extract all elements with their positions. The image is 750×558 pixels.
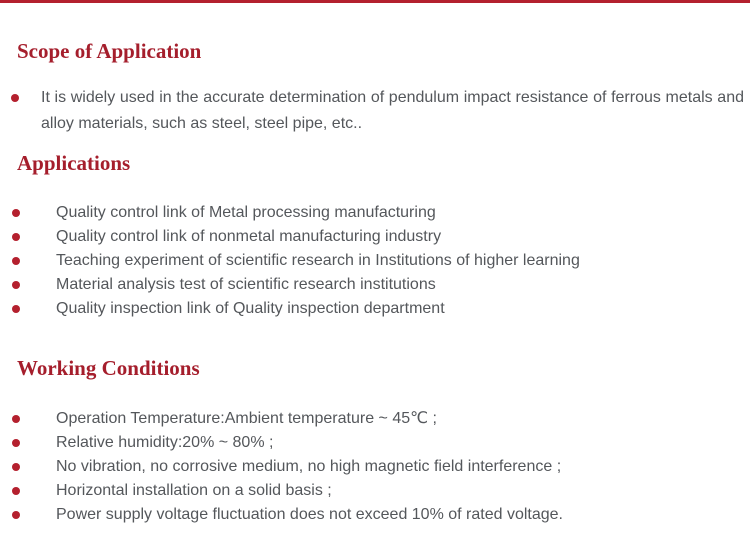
bullet-icon: [12, 257, 20, 265]
bullet-icon: [12, 487, 20, 495]
list-item-text: Operation Temperature:Ambient temperature ~ 45℃ ;: [56, 410, 437, 427]
bullet-icon: [11, 94, 19, 102]
list-item: [0, 249, 750, 273]
bullet-icon: [12, 305, 20, 313]
section-title-applications: Applications: [17, 151, 131, 175]
list-item-text: Quality inspection link of Quality inspection department: [56, 300, 445, 317]
bullet-icon: [12, 209, 20, 217]
list-item-text: No vibration, no corrosive medium, no high magnetic field interference ;: [56, 458, 562, 475]
list-item-text: Relative humidity:20% ~ 80% ;: [56, 434, 274, 451]
list-item: [0, 407, 750, 431]
list-item-text: Horizontal installation on a solid basis ;: [56, 482, 332, 499]
list-item: [0, 431, 750, 455]
top-divider-line: [0, 0, 750, 3]
scope-paragraph-item: [0, 85, 750, 137]
list-item-text: Quality control link of Metal processing manufacturing: [56, 204, 436, 221]
bullet-icon: [12, 415, 20, 423]
bullet-icon: [12, 511, 20, 519]
working-conditions-list: [0, 407, 750, 527]
scope-paragraph-text: It is widely used in the accurate determination of pendulum impact resistance of ferrous metals and alloy materials, such as steel, steel pipe, etc..: [41, 89, 744, 132]
section-title-scope-of-application: Scope of Application: [17, 39, 202, 63]
list-item-text: Quality control link of nonmetal manufacturing industry: [56, 228, 442, 245]
list-item-text: Power supply voltage fluctuation does not exceed 10% of rated voltage.: [56, 506, 563, 523]
bullet-icon: [12, 281, 20, 289]
list-item: [0, 225, 750, 249]
list-item: [0, 273, 750, 297]
list-item-text: Material analysis test of scientific research institutions: [56, 276, 436, 293]
applications-list: [0, 201, 750, 321]
list-item: [0, 201, 750, 225]
bullet-icon: [12, 439, 20, 447]
list-item: [0, 479, 750, 503]
list-item: [0, 297, 750, 321]
section-title-working-conditions: Working Conditions: [17, 356, 200, 380]
list-item: [0, 455, 750, 479]
bullet-icon: [12, 463, 20, 471]
list-item-text: Teaching experiment of scientific research in Institutions of higher learning: [56, 252, 580, 269]
bullet-icon: [12, 233, 20, 241]
list-item: [0, 503, 750, 527]
